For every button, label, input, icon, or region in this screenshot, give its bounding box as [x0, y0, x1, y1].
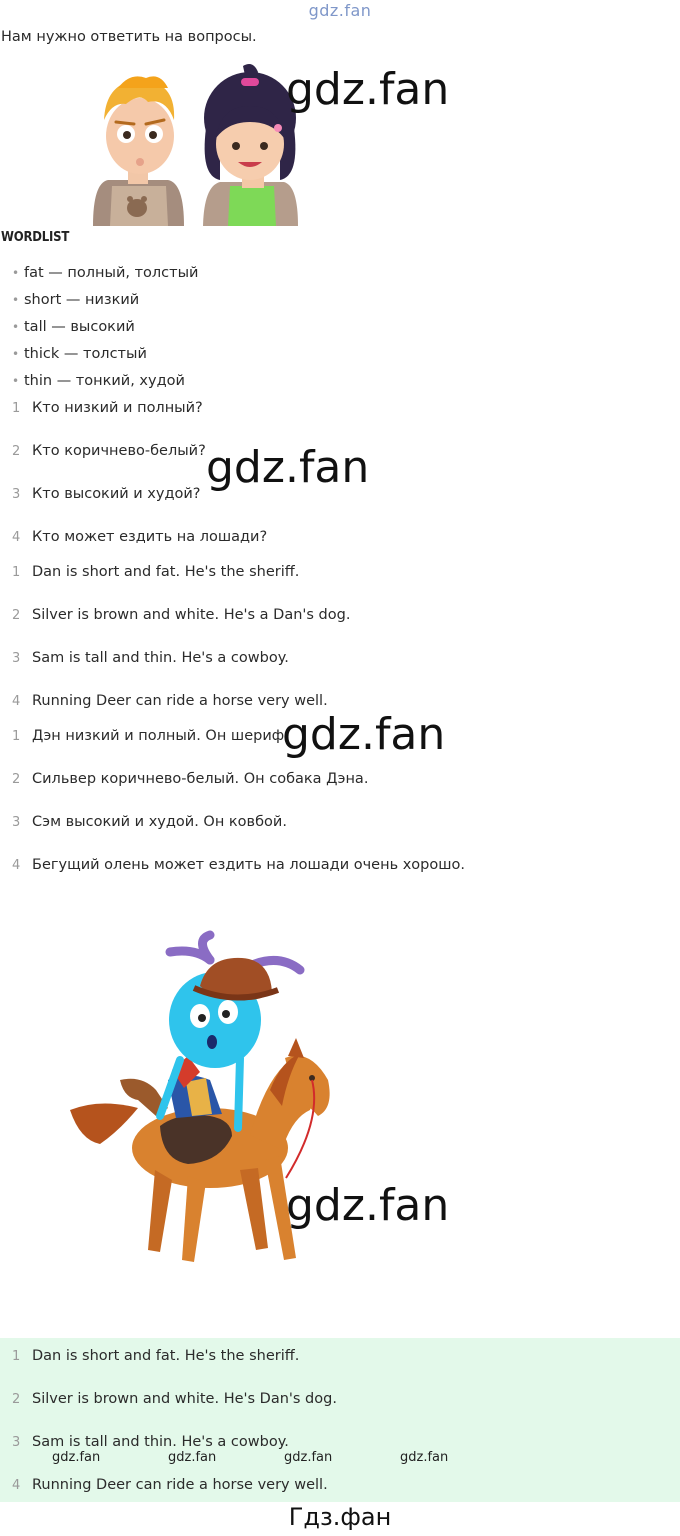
wordlist-item: • tall — высокий: [12, 319, 135, 335]
question-item: 2 Кто коричнево-белый?: [12, 443, 206, 459]
wordlist-item: • thick — толстый: [12, 346, 147, 362]
watermark: gdz.fan: [286, 1180, 450, 1231]
answer-en-item: 1 Dan is short and fat. He's the sheriff.: [12, 564, 300, 580]
bullet-icon: •: [12, 374, 20, 388]
answer-ru-item: 4 Бегущий олень может ездить на лошади очень хорошо.: [12, 857, 466, 873]
question-item: 4 Кто может ездить на лошади?: [12, 529, 268, 545]
question-item: 3 Кто высокий и худой?: [12, 486, 201, 502]
bullet-icon: •: [12, 347, 20, 361]
answer-en-item: 3 Sam is tall and thin. He's a cowboy.: [12, 650, 289, 666]
answer-en-item: 4 Running Deer can ride a horse very well.: [12, 693, 328, 709]
small-watermark: gdz.fan: [168, 1450, 217, 1465]
small-watermark: gdz.fan: [284, 1450, 333, 1465]
footer-caption: Гдз.фан: [288, 1503, 392, 1531]
wordlist-item: • thin — тонкий, худой: [12, 373, 185, 389]
wordlist-item: • fat — полный, толстый: [12, 265, 199, 281]
intro-text: Нам нужно ответить на вопросы.: [1, 29, 257, 45]
wordlist-title: WORDLIST: [1, 230, 70, 245]
final-answer-item: 4 Running Deer can ride a horse very well.: [12, 1477, 328, 1493]
watermark: gdz.fan: [286, 64, 450, 115]
answer-en-item: 2 Silver is brown and white. He's a Dan's dog.: [12, 607, 351, 623]
watermark: gdz.fan: [282, 709, 446, 760]
bullet-icon: •: [12, 320, 20, 334]
final-answer-item: 2 Silver is brown and white. He's Dan's dog.: [12, 1391, 337, 1407]
boy-figure: [93, 76, 184, 226]
wordlist-item: • short — низкий: [12, 292, 140, 308]
answer-ru-item: 3 Сэм высокий и худой. Он ковбой.: [12, 814, 287, 830]
final-answer-item: 1 Dan is short and fat. He's the sheriff.: [12, 1348, 300, 1364]
watermark: gdz.fan: [206, 442, 370, 493]
bullet-icon: •: [12, 266, 20, 280]
final-answer-item: 3 Sam is tall and thin. He's a cowboy.: [12, 1434, 289, 1450]
answer-ru-item: 2 Сильвер коричнево-белый. Он собака Дэна.: [12, 771, 369, 787]
girl-figure: [203, 64, 298, 226]
small-watermark: gdz.fan: [400, 1450, 449, 1465]
bullet-icon: •: [12, 293, 20, 307]
answer-ru-item: 1 Дэн низкий и полный. Он шериф.: [12, 728, 289, 744]
small-watermark: gdz.fan: [52, 1450, 101, 1465]
site-mark: gdz.fan: [308, 1, 372, 20]
question-item: 1 Кто низкий и полный?: [12, 400, 203, 416]
